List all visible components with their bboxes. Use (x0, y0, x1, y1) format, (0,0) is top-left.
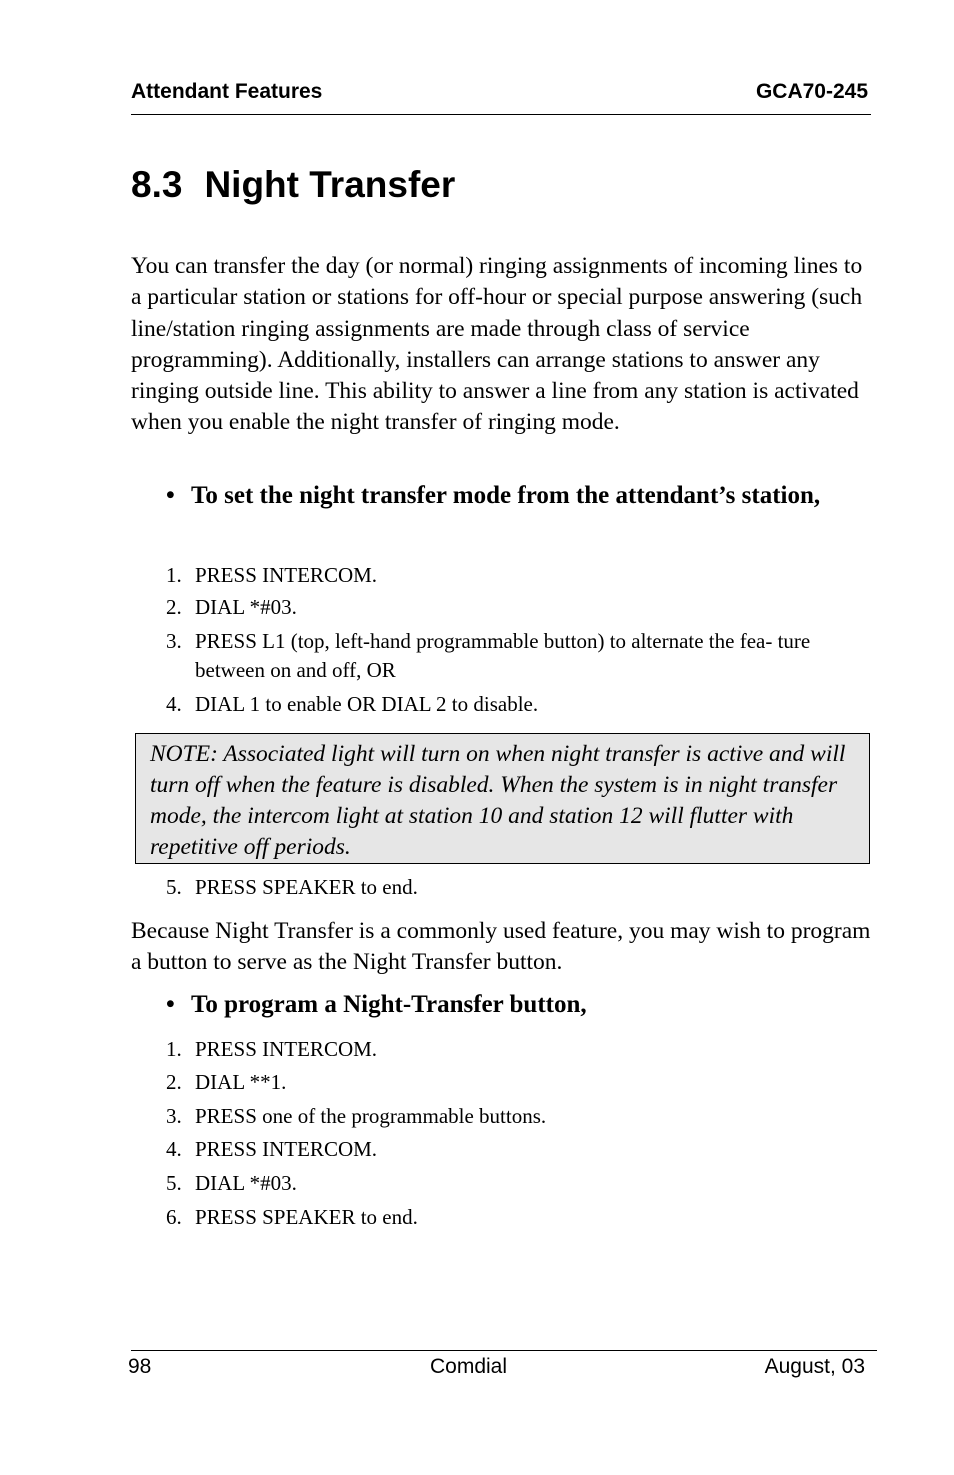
step-text: DIAL **1. (195, 1070, 287, 1094)
step-text: DIAL *#03. (195, 595, 297, 619)
page-title (131, 164, 455, 206)
step-text: PRESS INTERCOM. (195, 1037, 378, 1061)
header-document-number: GCA70-245 (755, 80, 868, 103)
footer-date: August, 03 (764, 1355, 865, 1378)
footer-company: Comdial (430, 1355, 508, 1378)
middle-paragraph: Because Night Transfer is a commonly used feature, you may wish to program a button to serve as the Night Transfer button. (131, 918, 871, 976)
step-number: 5. (166, 875, 182, 899)
procedure1-heading-text: To set the night transfer mode from the attendant’s station, (191, 482, 821, 509)
procedure2-step (166, 1203, 866, 1232)
procedure2-step (166, 1135, 866, 1164)
header-rule (131, 114, 871, 115)
step-text: PRESS INTERCOM. (195, 1137, 378, 1161)
step-number: 2. (166, 595, 182, 619)
procedure1-step (166, 690, 866, 719)
step-text: PRESS INTERCOM. (195, 563, 378, 587)
procedure1-heading (166, 479, 866, 512)
step-number: 5. (166, 1171, 182, 1195)
footer-page-number: 98 (128, 1355, 152, 1378)
footer-rule (131, 1350, 877, 1351)
procedure2-heading-text: To program a Night-Transfer button, (191, 991, 587, 1018)
section-number: 8.3 (131, 164, 183, 205)
step-number: 6. (166, 1205, 182, 1229)
step-text: PRESS SPEAKER to end. (195, 875, 418, 899)
intro-paragraph: You can transfer the day (or normal) ringing assignments of incoming lines to a particular station or stations for off-hour or special purpose answering (such line/station ringing assignments are made through class of service programming). Additionally, installers can arrange stations to answer any ringing outside line. This ability to answer a line from any station is activated when you enable the night transfer of ringing mode. (131, 253, 863, 436)
step-text: DIAL *#03. (195, 1171, 297, 1195)
procedure2-step (166, 1035, 866, 1064)
procedure2-step (166, 1068, 866, 1097)
note-box: NOTE: Associated light will turn on when night transfer is active and will turn off when the feature is disabled. When the system is in night transfer mode, the intercom light at station 10 and station 12 will flutter with repetitive off periods. (135, 733, 870, 864)
step-text: PRESS one of the programmable buttons. (195, 1104, 547, 1128)
step-text: PRESS SPEAKER to end. (195, 1205, 418, 1229)
bullet-icon: • (166, 991, 175, 1018)
procedure2-heading (166, 988, 866, 1021)
bullet-icon: • (166, 482, 175, 509)
step-number: 1. (166, 563, 182, 587)
procedure1-step (166, 627, 866, 685)
step-number: 1. (166, 1037, 182, 1061)
step-number: 4. (166, 1137, 182, 1161)
step-text: DIAL 1 to enable OR DIAL 2 to disable. (195, 692, 539, 716)
procedure2-step (166, 1102, 866, 1131)
step-number: 4. (166, 692, 182, 716)
section-title: Night Transfer (204, 164, 456, 205)
procedure1-final-step (166, 873, 866, 902)
step-number: 3. (166, 629, 182, 653)
step-number: 2. (166, 1070, 182, 1094)
step-number: 3. (166, 1104, 182, 1128)
procedure1-step (166, 593, 866, 622)
procedure2-step (166, 1169, 866, 1198)
header-section-title: Attendant Features (131, 80, 323, 103)
procedure1-step (166, 561, 866, 590)
step-text: PRESS L1 (top, left-hand programmable button) to alternate the fea- ture between on and off, OR (195, 629, 811, 682)
